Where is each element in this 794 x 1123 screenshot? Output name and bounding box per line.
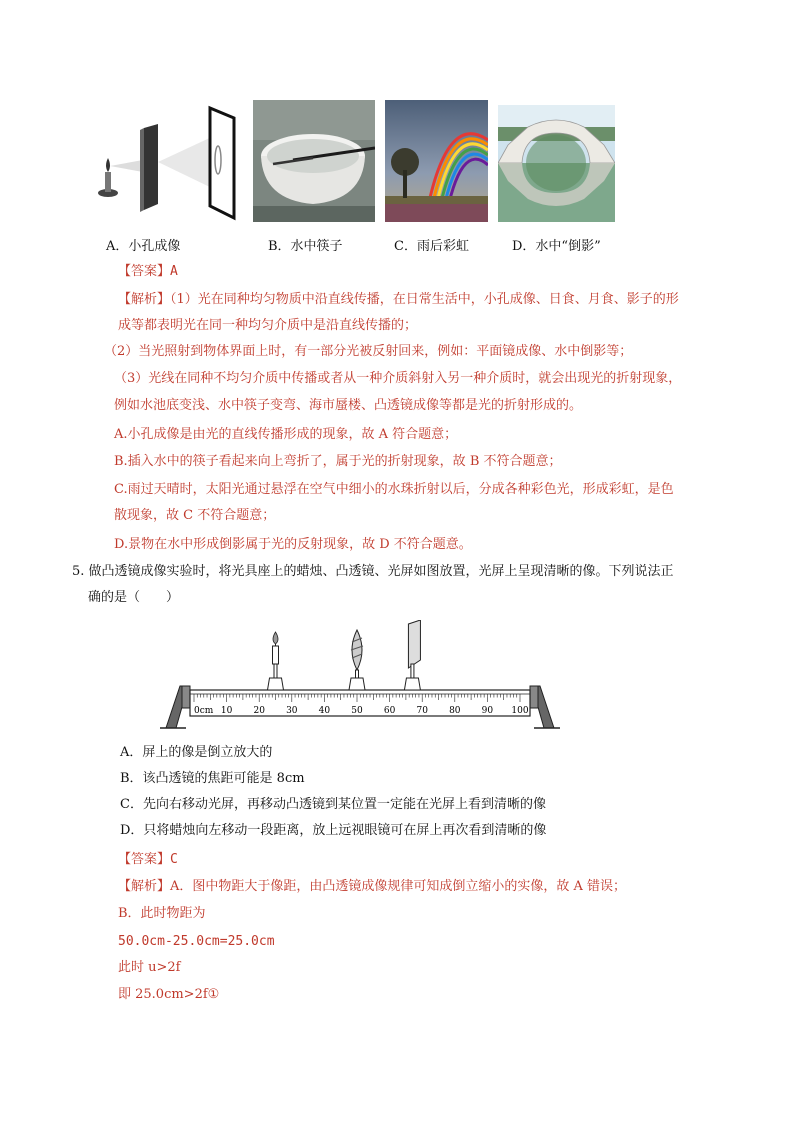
ruler-tick-label: 60: [383, 706, 396, 716]
candle: [268, 632, 284, 690]
caption-option-a: A．小孔成像: [106, 239, 181, 254]
q4-analysis-line-1: [118, 290, 679, 310]
ruler-tick-label: 100: [511, 706, 529, 716]
question-number: 5.: [72, 564, 85, 579]
q5-option-a: A．屏上的像是倒立放大的: [120, 745, 273, 760]
analysis-text: A．图中物距大于像距，由凸透镜成像规律可知成倒立缩小的实像，故 A 错误；: [170, 879, 627, 894]
ruler-tick-label: 0cm: [194, 706, 214, 716]
q5-stem-line-1: [72, 562, 674, 582]
answer-value: C: [170, 852, 178, 867]
light-screen: [404, 620, 420, 690]
q4-answer: [118, 262, 178, 282]
q4-analysis-line-3: （2）当光照射到物体界面上时，有一部分光被反射回来，例如：平面镜成像、水中倒影等；: [104, 344, 633, 359]
answer-label: 【答案】: [118, 852, 171, 867]
ruler-tick-label: 30: [286, 706, 298, 716]
analysis-label: 【解析】: [118, 292, 171, 307]
caption-option-c: C．雨后彩虹: [394, 239, 469, 254]
q4-option-b-explain: B.插入水中的筷子看起来向上弯折了，属于光的折射现象，故 B 不符合题意；: [114, 454, 562, 469]
optical-bench-diagram: [160, 620, 560, 730]
q5-option-c: C．先向右移动光屏，再移动凸透镜到某位置一定能在光屏上看到清晰的像: [120, 797, 546, 812]
q5-analysis-line-3: 50.0cm-25.0cm=25.0cm: [118, 934, 275, 949]
q4-analysis-line-5: 例如水池底变浅、水中筷子变弯、海市蜃楼、凸透镜成像等都是光的折射形成的。: [114, 398, 583, 413]
q4-analysis-line-2: 成等都表明光在同一种均匀介质中是沿直线传播的；: [118, 318, 418, 333]
q5-analysis-line-1: [118, 877, 626, 897]
answer-value: A: [170, 264, 178, 279]
q5-analysis-line-2: B．此时物距为: [118, 906, 206, 921]
analysis-text: （1）光在同种均匀物质中沿直线传播，在日常生活中，小孔成像、日食、月食、影子的形: [170, 292, 679, 307]
ruler-tick-label: 10: [220, 706, 233, 716]
analysis-label: 【解析】: [118, 879, 171, 894]
q5-option-b: B．该凸透镜的焦距可能是 8cm: [120, 771, 305, 786]
caption-option-b: B．水中筷子: [268, 239, 343, 254]
q5-analysis-line-5: 即 25.0cm>2f①: [118, 987, 220, 1002]
q5-stem-line-2: 确的是（ ）: [88, 590, 180, 605]
q4-option-d-explain: D.景物在水中形成倒影属于光的反射现象，故 D 不符合题意。: [114, 537, 472, 552]
ruler-tick-label: 50: [351, 706, 363, 716]
q4-analysis-line-4: （3）光线在同种不均匀介质中传播或者从一种介质斜射入另一种介质时，就会出现光的折射现象，: [114, 371, 682, 386]
answer-label: 【答案】: [118, 264, 171, 279]
q5-analysis-line-4: 此时 u>2f: [118, 960, 181, 975]
q4-option-c-explain: C.雨过天晴时，太阳光通过悬浮在空气中细小的水珠折射以后，分成各种彩色光，形成彩虹，是色: [114, 482, 674, 497]
ruler-tick-label: 40: [318, 706, 331, 716]
ruler-tick-label: 20: [253, 706, 265, 716]
convex-lens: [349, 630, 365, 690]
question-stem: 做凸透镜成像实验时，将光具座上的蜡烛、凸透镜、光屏如图放置，光屏上呈现清晰的像。下列说法正: [88, 564, 674, 579]
ruler-tick-label: 70: [416, 706, 428, 716]
caption-option-d: D．水中“倒影”: [512, 239, 601, 254]
ruler-tick-label: 90: [481, 706, 494, 716]
q4-option-c-explain-2: 散现象，故 C 不符合题意；: [114, 508, 276, 523]
ruler-tick-label: 80: [449, 706, 461, 716]
pinhole-imaging-image: [96, 100, 240, 222]
q4-option-a-explain: A.小孔成像是由光的直线传播形成的现象，故 A 符合题意；: [114, 427, 458, 442]
q5-answer: [118, 850, 178, 870]
rainbow-image: [385, 100, 488, 222]
bridge-reflection-image: [498, 105, 615, 222]
chopsticks-in-water-image: [253, 100, 375, 222]
q5-option-d: D．只将蜡烛向左移动一段距离，放上远视眼镜可在屏上再次看到清晰的像: [120, 823, 547, 838]
